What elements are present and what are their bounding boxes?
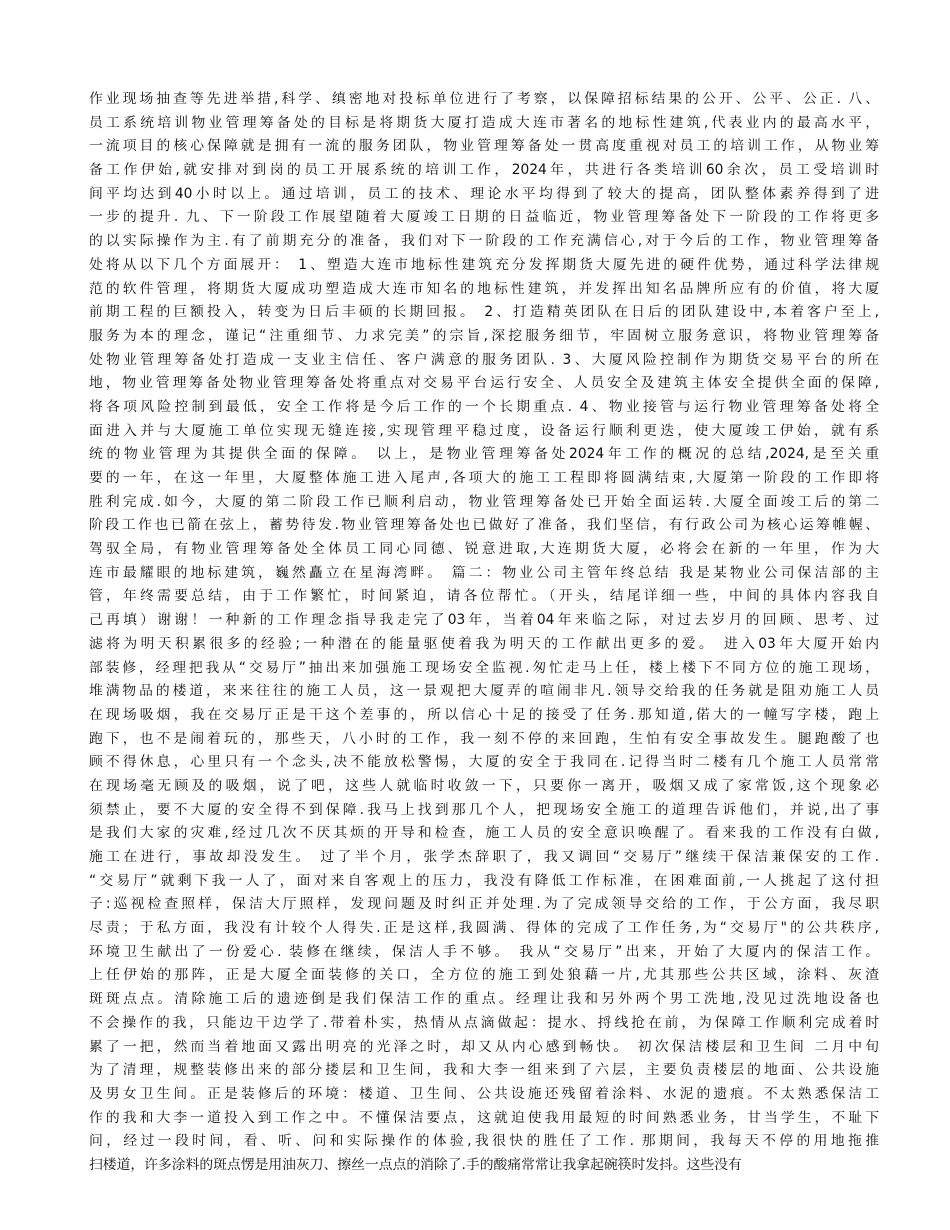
text-line: 面进入并与大厦施工单位实现无缝连接,实现管理平稳过度，设备运行顺利更迭，使大厦竣工伊始，就有系 <box>89 422 879 439</box>
text-line: 滤将为明天积累很多的经验;一种潜在的能量驱使着我为明天的工作献出更多的爱。 进入03年大厦开始内 <box>89 635 879 652</box>
text-line: 一流项目的核心保障就是拥有一流的服务团队，物业管理筹备处一贯高度重视对员工的培训工作，从物业筹 <box>89 138 879 155</box>
text-line: 上任伊始的那阵，正是大厦全面装修的关口，全方位的施工到处狼藉一片,尤其那些公共区域，涂料、灰渣 <box>89 967 879 984</box>
text-line: 一步的提升. 九、下一阶段工作展望随着大厦竣工日期的日益临近，物业管理筹备处下一阶段的工作将更多 <box>89 209 879 226</box>
text-line: 部装修，经理把我从“交易厅”抽出来加强施工现场安全监视.匆忙走马上任，楼上楼下不同方位的施工现场， <box>89 659 879 676</box>
document-body <box>89 88 879 1178</box>
text-line: 须禁止，要不大厦的安全得不到保障.我马上找到那几个人，把现场安全施工的道理告诉他们，并说,出了事 <box>89 801 879 818</box>
text-line: 服务为本的理念，谨记“注重细节、力求完美”的宗旨,深挖服务细节，牢固树立服务意识，将物业管理筹备 <box>89 327 879 344</box>
text-line: 问，经过一段时间，看、听、问和实际操作的体验,我很快的胜任了工作. 那期间，我每天不停的用地拖推 <box>89 1133 879 1150</box>
text-line: 不会操作的我，只能边干边学了.带着朴实，热情从点滴做起：提水、捋线抢在前，为保障工作顺利完成着时 <box>89 1014 879 1031</box>
text-line: 处物业管理筹备处打造成一支业主信任、客户满意的服务团队. 3、大厦风险控制作为期货交易平台的所在 <box>89 351 879 368</box>
text-line: “交易厅”就剩下我一人了，面对来自客观上的压力，我没有降低工作标准，在困难面前,一人挑起了这付担 <box>89 872 879 889</box>
text-line: 作业现场抽查等先进举措,科学、缜密地对投标单位进行了考察，以保障招标结果的公开、公平、公正. 八、 <box>89 91 879 107</box>
text-line: 管，年终需要总结，由于工作繁忙，时间紧迫，请各位帮忙。（开头，结尾详细一些，中间的具体内容我自 <box>89 588 879 605</box>
text-line: 统的物业管理为其提供全面的保障。 以上，是物业管理筹备处2024年工作的概况的总结,2024,是至关重 <box>89 446 879 463</box>
text-line: 累了一把，然而当着地面又露出明亮的光泽之时，却又从内心感到畅快。 初次保洁楼层和卫生间 二月中旬 <box>89 1038 879 1055</box>
text-line: 驾驭全局，有物业管理筹备处全体员工同心同德、锐意进取,大连期货大厦，必将会在新的一年里，作为大 <box>89 541 879 558</box>
text-line: 在现场吸烟，我在交易厅正是干这个差事的，所以信心十足的接受了任务.那知道,偌大的一幢写字楼，跑上 <box>89 706 879 723</box>
text-line: 地，物业管理筹备处物业管理筹备处将重点对交易平台运行安全、人员安全及建筑主体安全提供全面的保障, <box>89 375 879 392</box>
text-line: 要的一年，在这一年里，大厦整体施工进入尾声,各项大的施工工程即将圆满结束,大厦第一阶段的工作即将 <box>89 470 879 486</box>
text-line: 阶段工作也已箭在弦上，蓄势待发.物业管理筹备处也已做好了准备，我们坚信，有行政公司为核心运筹帷幄、 <box>89 517 879 534</box>
text-line: 环境卫生献出了一份爱心. 装修在继续，保洁人手不够。 我从“交易厅”出来，开始了大厦内的保洁工作。 <box>89 943 879 960</box>
text-line: 将各项风险控制到最低，安全工作将是今后工作的一个长期重点. 4、物业接管与运行物业管理筹备处将全 <box>89 398 879 415</box>
text-line: 备工作伊始,就安排对到岗的员工开展系统的培训工作，2024年，共进行各类培训60余次，员工受培训时 <box>89 162 879 179</box>
text-line: 子:巡视检查照样，保洁大厅照样，发现问题及时纠正并处理.为了完成领导交给的工作，于公方面，我尽职 <box>89 896 879 913</box>
text-line: 间平均达到40小时以上。通过培训，员工的技术、理论水平均得到了较大的提高，团队整体素养得到了进 <box>89 185 879 202</box>
text-line: 顾不得休息，心里只有一个念头,决不能放松警惕，大厦的安全于我同在.记得当时二楼有几个施工人员常常 <box>89 754 879 771</box>
text-line: 斑斑点点。清除施工后的遗迹倒是我们保洁工作的重点。经理让我和另外两个男工洗地,没见过洗地设备也 <box>89 991 879 1008</box>
text-line: 范的软件管理，将期货大厦成功塑造成大连市知名的地标性建筑，并发挥出知名品牌所应有的价值，将大厦 <box>89 280 879 297</box>
text-line: 为了清理，规整装修出来的部分搂层和卫生间，我和大李一组来到了六层，主要负责楼层的地面、公共设施 <box>89 1062 879 1079</box>
text-line: 尽责；于私方面，我没有计较个人得失.正是这样,我圆满、得体的完成了工作任务,为“交易厅"的公共秩序, <box>89 920 879 937</box>
text-line: 扫楼道，许多涂料的斑点愣是用油灰刀、擦丝一点点的消除了.手的酸痛常常让我拿起碗筷时发抖。这些没有 <box>89 1156 742 1173</box>
text-line: 胜利完成.如今，大厦的第二阶段工作已顺利启动，物业管理筹备处已开始全面运转.大厦全面竣工后的第二 <box>89 493 879 510</box>
text-line: 施工在进行，事故却没发生。 过了半个月，张学杰辞职了，我又调回“交易厅”继续干保洁兼保安的工作. <box>89 849 879 865</box>
text-line: 是我们大家的灾难,经过几次不厌其烦的开导和检查，施工人员的安全意识唤醒了。看来我的工作没有白做, <box>89 825 879 842</box>
text-line: 己再填）谢谢！一种新的工作理念指导我走完了03年，当着04年来临之际，对过去岁月的回顾、思考、过 <box>89 612 879 629</box>
text-line: 前期工程的巨额投入，转变为日后丰硕的长期回报。 2、打造精英团队在日后的团队建设中,本着客户至上, <box>89 304 879 321</box>
text-line: 连市最耀眼的地标建筑，巍然矗立在星海湾畔。 篇二：物业公司主管年终总结 我是某物业公司保洁部的主 <box>89 564 879 581</box>
text-line: 堆满物品的楼道，来来往往的施工人员，这一景观把大厦弄的喧闹非凡.领导交给我的任务就是阻劝施工人员 <box>89 683 879 700</box>
text-line: 在现场毫无顾及的吸烟，说了吧，这些人就临时收敛一下，只要你一离开，吸烟又成了家常饭,这个现象必 <box>89 777 879 794</box>
text-line: 处将从以下几个方面展开： 1、塑造大连市地标性建筑充分发挥期货大厦先进的硬件优势，通过科学法律规 <box>89 256 879 273</box>
text-line: 作的我和大李一道投入到工作之中。不懂保洁要点，这就迫使我用最短的时间熟悉业务，甘当学生，不耻下 <box>89 1109 879 1126</box>
text-line: 员工系统培训物业管理筹备处的目标是将期货大厦打造成大连市著名的地标性建筑,代表业内的最高水平， <box>89 114 879 131</box>
text-line: 的以实际操作为主.有了前期充分的准备，我们对下一阶段的工作充满信心,对于今后的工作，物业管理筹备 <box>89 233 879 250</box>
text-line: 跑下，也不是闹着玩的，那些天，八小时的工作，我一刻不停的来回跑，生怕有安全事故发生。腿跑酸了也 <box>89 730 879 747</box>
text-line: 及男女卫生间。正是装修后的环境：楼道、卫生间、公共设施还残留着涂料、水泥的遗痕。不太熟悉保洁工 <box>89 1085 879 1102</box>
